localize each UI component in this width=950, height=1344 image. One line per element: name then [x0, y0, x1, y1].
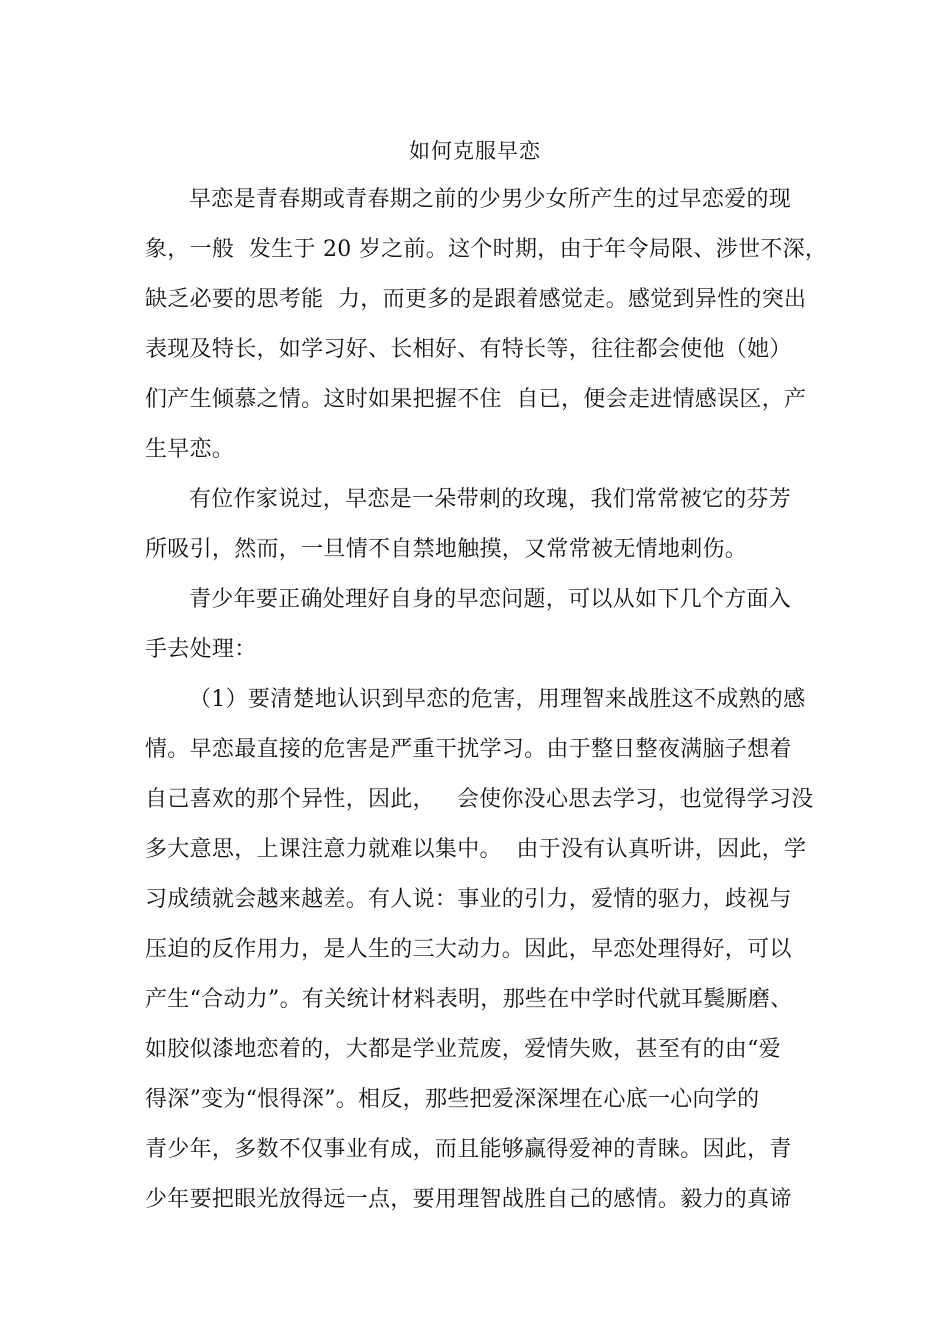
text-line: 所吸引，然而，一旦情不自禁地触摸，又常常被无情地刺伤。: [145, 537, 748, 562]
text-line: 有位作家说过，早恋是一朵带刺的玫瑰，我们常常被它的芬芳: [189, 487, 792, 512]
text-line: 生早恋。: [145, 437, 235, 462]
text-line: 手去处理：: [145, 637, 257, 662]
document-body: [145, 183, 828, 1233]
text-line: （1）要清楚地认识到早恋的危害，用理智来战胜这不成熟的感: [189, 687, 806, 712]
text-line: 青少年，多数不仅事业有成，而且能够赢得爱神的青睐。因此，青: [145, 1137, 792, 1162]
text-line: 产生“合动力”。有关统计材料表明，那些在中学时代就耳鬓厮磨、: [145, 987, 793, 1012]
text-line: 早恋是青春期或青春期之前的少男少女所产生的过早恋爱的现: [189, 187, 792, 212]
text-line: 少年要把眼光放得远一点，要用理智战胜自己的感情。毅力的真谛: [145, 1187, 792, 1212]
text-line: 青少年要正确处理好自身的早恋问题，可以从如下几个方面入: [189, 587, 792, 612]
text-line: 习成绩就会越来越差。有人说：事业的引力，爱情的驱力，歧视与: [145, 887, 792, 912]
document-title: 如何克服早恋: [409, 139, 541, 163]
text-line: 们产生倾慕之情。这时如果把握不住 自已，便会走进情感误区，产: [145, 387, 807, 412]
text-line: 象，一般 发生于 20 岁之前。这个时期，由于年令局限、涉世不深，: [145, 237, 828, 262]
text-line: 缺乏必要的思考能 力，而更多的是跟着感觉走。感觉到异性的突出: [145, 287, 807, 312]
text-line: 多大意思，上课注意力就难以集中。 由于没有认真听讲，因此，学: [145, 837, 807, 862]
text-line: 自己喜欢的那个异性，因此， 会使你没心思去学习，也觉得学习没: [145, 787, 814, 812]
text-line: 如胶似漆地恋着的，大都是学业荒废，爱情失败，甚至有的由“爱: [145, 1037, 781, 1062]
text-line: 情。早恋最直接的危害是严重干扰学习。由于整日整夜满脑子想着: [145, 737, 792, 762]
text-line: 得深”变为“恨得深”。相反，那些把爱深深埋在心底一心向学的: [145, 1087, 760, 1112]
text-line: 压迫的反作用力，是人生的三大动力。因此，早恋处理得好，可以: [145, 937, 792, 962]
text-line: 表现及特长，如学习好、长相好、有特长等，往往都会使他（她）: [145, 337, 792, 362]
